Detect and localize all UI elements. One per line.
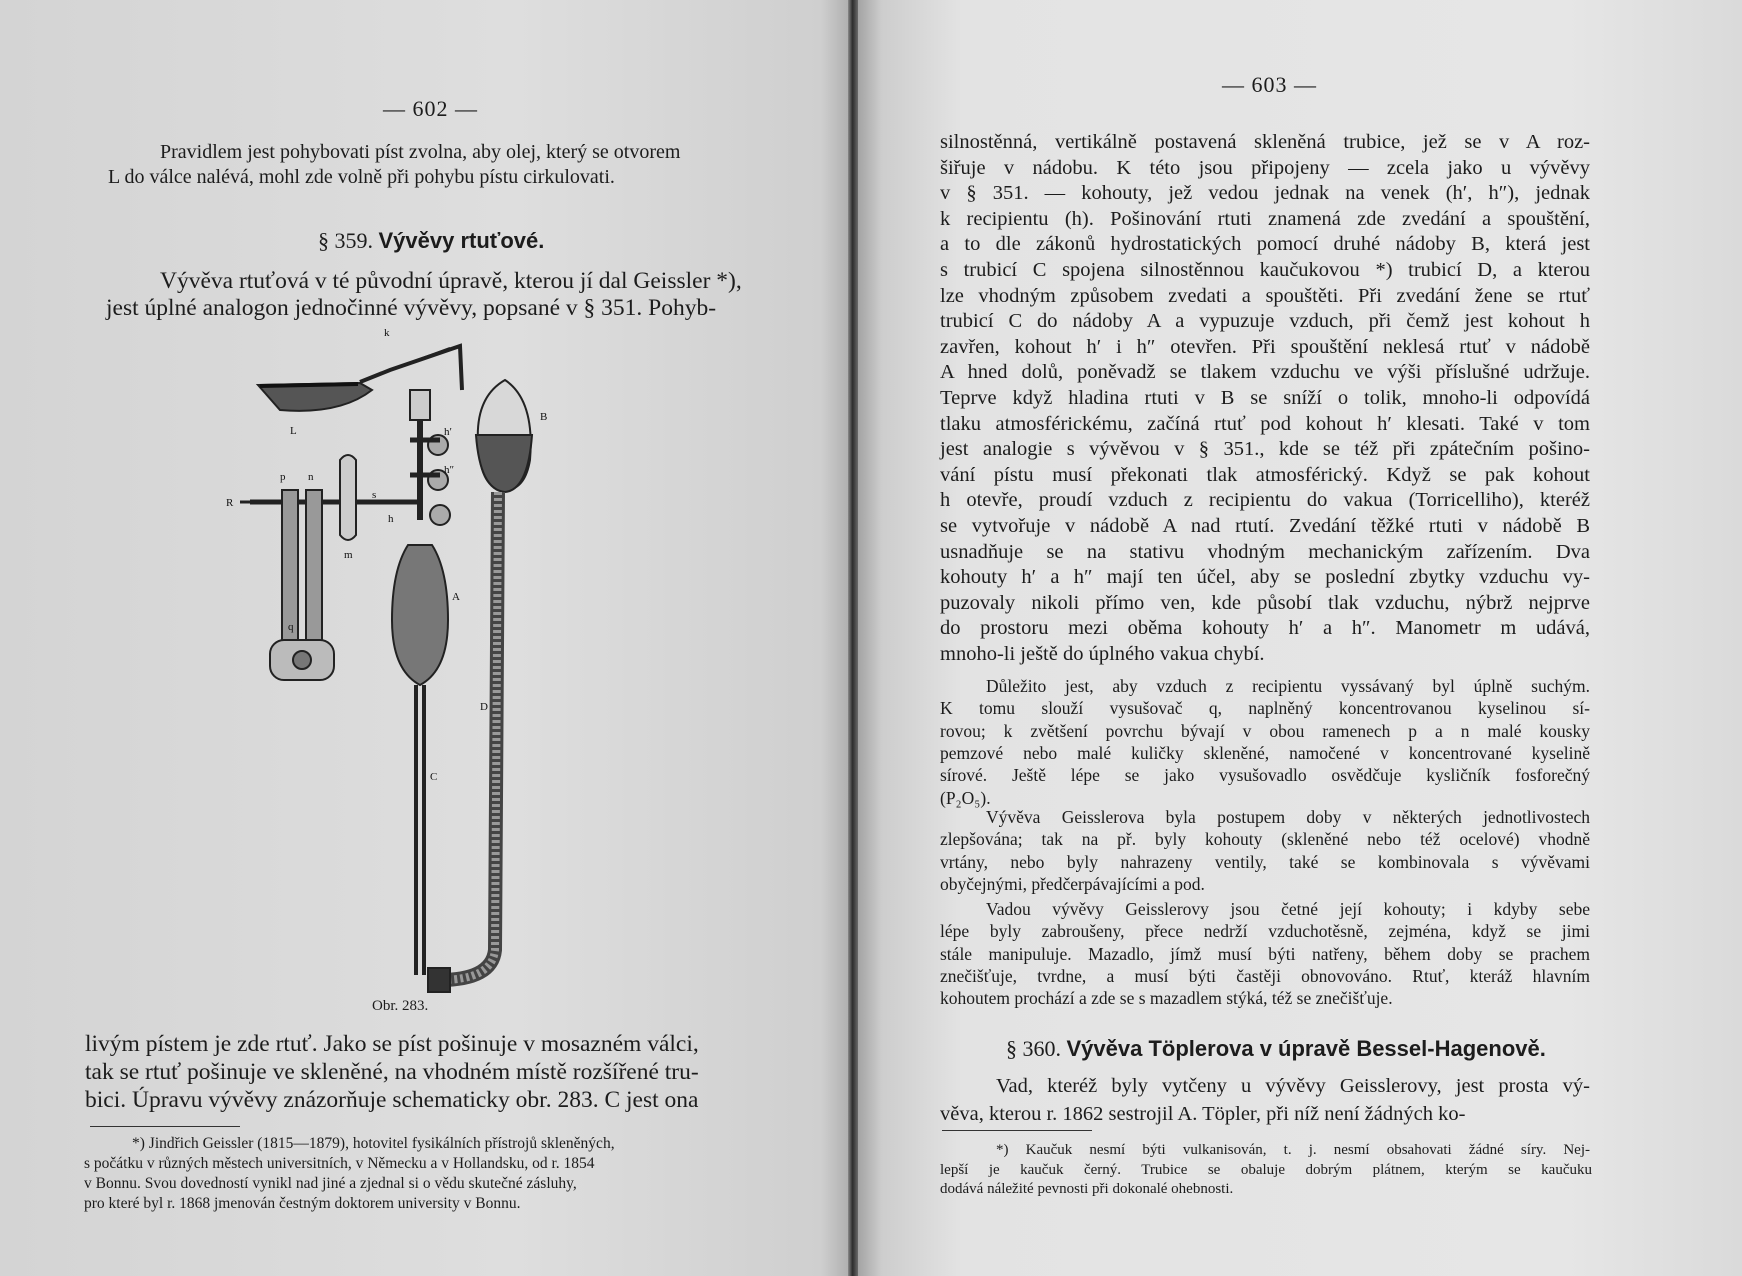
- page-number-left: — 602 —: [383, 96, 478, 121]
- figure-caption: Obr. 283.: [372, 998, 429, 1014]
- rp1-line: vání pístu musí překonati tlak atmosférický. Když se pak kohout: [940, 463, 1590, 486]
- rp3-line: obyčejnými, předčerpávajícími a pod.: [940, 873, 1205, 894]
- footnote-rule-right: [942, 1130, 1092, 1131]
- rp4-line: Vadou vývěvy Geisslerovy jsou četné její kohouty; i kdyby sebe: [986, 899, 1590, 919]
- rp5-line: věva, kterou r. 1862 sestrojil A. Töpler, při níž není žádných ko-: [940, 1103, 1466, 1125]
- rfn-line: dodává náležité pevnosti při dokonalé ohebnosti.: [940, 1181, 1234, 1197]
- rp2-line: Důležito jest, aby vzduch z recipientu vyssávaný byl úplně suchým.: [986, 676, 1590, 696]
- rp5-line: Vad, kteréž byly vytčeny u vývěvy Geisslerovy, jest prosta vý-: [996, 1075, 1590, 1097]
- rp1-line: trubicí C do nádoby A a vypuzuje vzduch, při čemž jest kohout h: [940, 310, 1590, 333]
- fig-label-h2: h″: [444, 464, 455, 476]
- rp1-line: A hned dolů, poněvadž se tlakem vzduchu ve výši příslušné udržuje.: [940, 361, 1590, 384]
- rp1-line: zavřen, kohout h′ i h″ otevřen. Při spouštění neklesá rtuť v nádobě: [940, 335, 1590, 358]
- section-heading-359: [318, 228, 544, 254]
- fig-label-R: R: [226, 497, 234, 509]
- intro-line-1: Pravidlem jest pohybovati píst zvolna, aby olej, který se otvorem: [160, 141, 681, 163]
- fig-label-A: A: [452, 591, 460, 603]
- rp1-line: kohouty h′ a h″ mají ten účel, aby se poslední zbytky vzduchu vy-: [940, 566, 1590, 589]
- rp4-line: lépe byly zabroušeny, přece nedrží vzduchotěsně, zejména, když se jimi: [940, 921, 1590, 942]
- fig-label-L: L: [290, 425, 297, 437]
- fig-label-m: m: [344, 549, 353, 561]
- para2-line-3: bici. Úpravu vývěvy znázorňuje schematicky obr. 283. C jest ona: [85, 1087, 699, 1113]
- rp1-line: h otevře, proudí vzduch z recipientu do vakua (Torricelliho), kteréž: [940, 489, 1590, 512]
- section-title: Vývěvy rtuťové.: [378, 228, 545, 253]
- rp1-line: tlaku atmosférickému, začíná rtuť pod kohout h′ klesati. Také v tom: [940, 412, 1590, 435]
- page-number-right: — 603 —: [1222, 72, 1317, 97]
- fig-label-D: D: [480, 701, 488, 713]
- rp4-line: znečišťuje, tvrdne, a musí býti častěji obnovováno. Rtuť, kteráž hlavním: [940, 965, 1590, 986]
- rp3-line: vrtány, nebo byly nahrazeny ventily, také se kombinovala s vývěvami: [940, 851, 1590, 872]
- footnote-left-3: v Bonnu. Svou dovedností vynikl nad jiné a zjednal si o vědu skutečné zásluhy,: [84, 1175, 577, 1192]
- fig-label-B: B: [540, 411, 548, 423]
- fig-label-p: p: [280, 471, 286, 483]
- rp1-line: usnadňuje se na stativu vhodným mechanickým zařízením. Dva: [940, 540, 1590, 563]
- section-heading-360: [1006, 1036, 1546, 1062]
- fig-label-h: h: [388, 513, 394, 525]
- rp1-line: v § 351. — kohouty, jež vedou jednak na venek (h′, h″), jednak: [940, 182, 1590, 205]
- rp3-line: zlepšována; tak na př. byly kohouty (skleněné nebo též ocelové) vhodně: [940, 829, 1590, 850]
- geissler-pump-figure: [226, 327, 620, 1000]
- para2-line-1: livým pístem je zde rtuť. Jako se píst pošinuje v mosazném válci,: [85, 1031, 699, 1057]
- footnote-rule-left: [90, 1126, 240, 1127]
- rp1-line: do prostoru mezi oběma kohouty h′ a h″. Manometr m udává,: [940, 617, 1590, 640]
- fig-label-h1: h′: [444, 426, 452, 438]
- rp1-line: mnoho-li ještě do úplného vakua chybí.: [940, 643, 1265, 665]
- rp1-line: lze vhodným způsobem zvedati a spouštěti. Při zvedání žene se rtuť: [940, 284, 1590, 307]
- rp4-line: kohoutem prochází a zde se s mazadlem stýká, též se znečišťuje.: [940, 988, 1393, 1009]
- section-number: § 359.: [318, 228, 373, 253]
- rp2-line: pemzové nebo malé kuličky skleněné, namočené v koncentrované kyselině: [940, 742, 1590, 763]
- rp1-line: s trubicí C spojena silnostěnnou kaučukovou *) trubicí D, a kterou: [940, 259, 1590, 281]
- rp3-line: Vývěva Geisslerova byla postupem doby v některých jednotlivostech: [986, 807, 1590, 827]
- rp1-line: silnostěnná, vertikálně postavená skleněná trubice, jež se v A roz-: [940, 131, 1590, 153]
- footnote-left-1: *) Jindřich Geissler (1815—1879), hotovitel fysikálních přístrojů skleněných,: [132, 1135, 615, 1152]
- rp2-line: sírové. Ještě lépe se jako vysušovadlo osvědčuje kysličník fosforečný: [940, 765, 1590, 786]
- para2-line-2: tak se rtuť pošinuje ve skleněné, na vhodném místě rozšířené tru-: [85, 1059, 699, 1085]
- rp1-line: puzovaly nikoli přímo ven, kde působí tlak vzduchu, nýbrž nejprve: [940, 591, 1590, 614]
- rp2-line: (P₂O₅).: [940, 787, 991, 808]
- fig-label-q: q: [288, 621, 294, 633]
- fig-label-s: s: [372, 489, 377, 501]
- section-number: § 360.: [1006, 1036, 1061, 1061]
- footnote-left-4: pro které byl r. 1868 jmenován čestným doktorem university v Bonnu.: [84, 1195, 521, 1212]
- book-gutter: [848, 0, 858, 1276]
- fig-label-C: C: [430, 771, 438, 783]
- rp1-line: šiřuje v nádobu. K této jsou připojeny — zcela jako u vývěvy: [940, 156, 1590, 179]
- rfn-line: lepší je kaučuk černý. Trubice se obaluje dobrým plátnem, kterým se kaučuku: [940, 1161, 1592, 1178]
- rp2-line: rovou; k zvětšení povrchu bývají v obou ramenech p a n malé kousky: [940, 720, 1590, 741]
- rp1-line: Teprve když hladina rtuti v B se sníží o tolik, mnoho-li odpovídá: [940, 387, 1590, 409]
- rp1-line: jest analogie s vývěvou v § 351., kde se též při zpátečním pošino-: [940, 438, 1590, 461]
- para1-line-1: Vývěva rtuťová v té původní úpravě, kterou jí dal Geissler *),: [160, 268, 742, 294]
- rp2-line: K tomu slouží vysušovač q, naplněný koncentrovanou kyselinou sí-: [940, 698, 1590, 719]
- rp1-line: a to dle zákonů hydrostatických pomocí druhé nádoby B, která jest: [940, 233, 1590, 256]
- para1-line-2: jest úplné analogon jednočinné vývěvy, popsané v § 351. Pohyb-: [106, 295, 717, 321]
- footnote-left-2: s počátku v různých městech universitních, v Německu a v Hollandsku, od r. 1854: [84, 1155, 595, 1172]
- rfn-line: *) Kaučuk nesmí býti vulkanisován, t. j. nesmí obsahovati žádné síry. Nej-: [996, 1142, 1590, 1158]
- fig-label-k: k: [384, 327, 390, 339]
- rp4-line: stále manipuluje. Mazadlo, jímž musí býti natřeny, během doby se prachem: [940, 943, 1590, 964]
- fig-label-n: n: [308, 471, 314, 483]
- section-title: Vývěva Töplerova v úpravě Bessel-Hagenově.: [1066, 1036, 1546, 1061]
- rp1-line: k recipientu (h). Pošinování rtuti znamená zde zvedání a spouštění,: [940, 207, 1590, 230]
- intro-line-2: L do válce nalévá, mohl zde volně při pohybu pístu cirkulovati.: [108, 166, 615, 188]
- rp1-line: se vytvořuje v nádobě A nad rtutí. Zvedání těžké rtuti v nádobě B: [940, 515, 1590, 537]
